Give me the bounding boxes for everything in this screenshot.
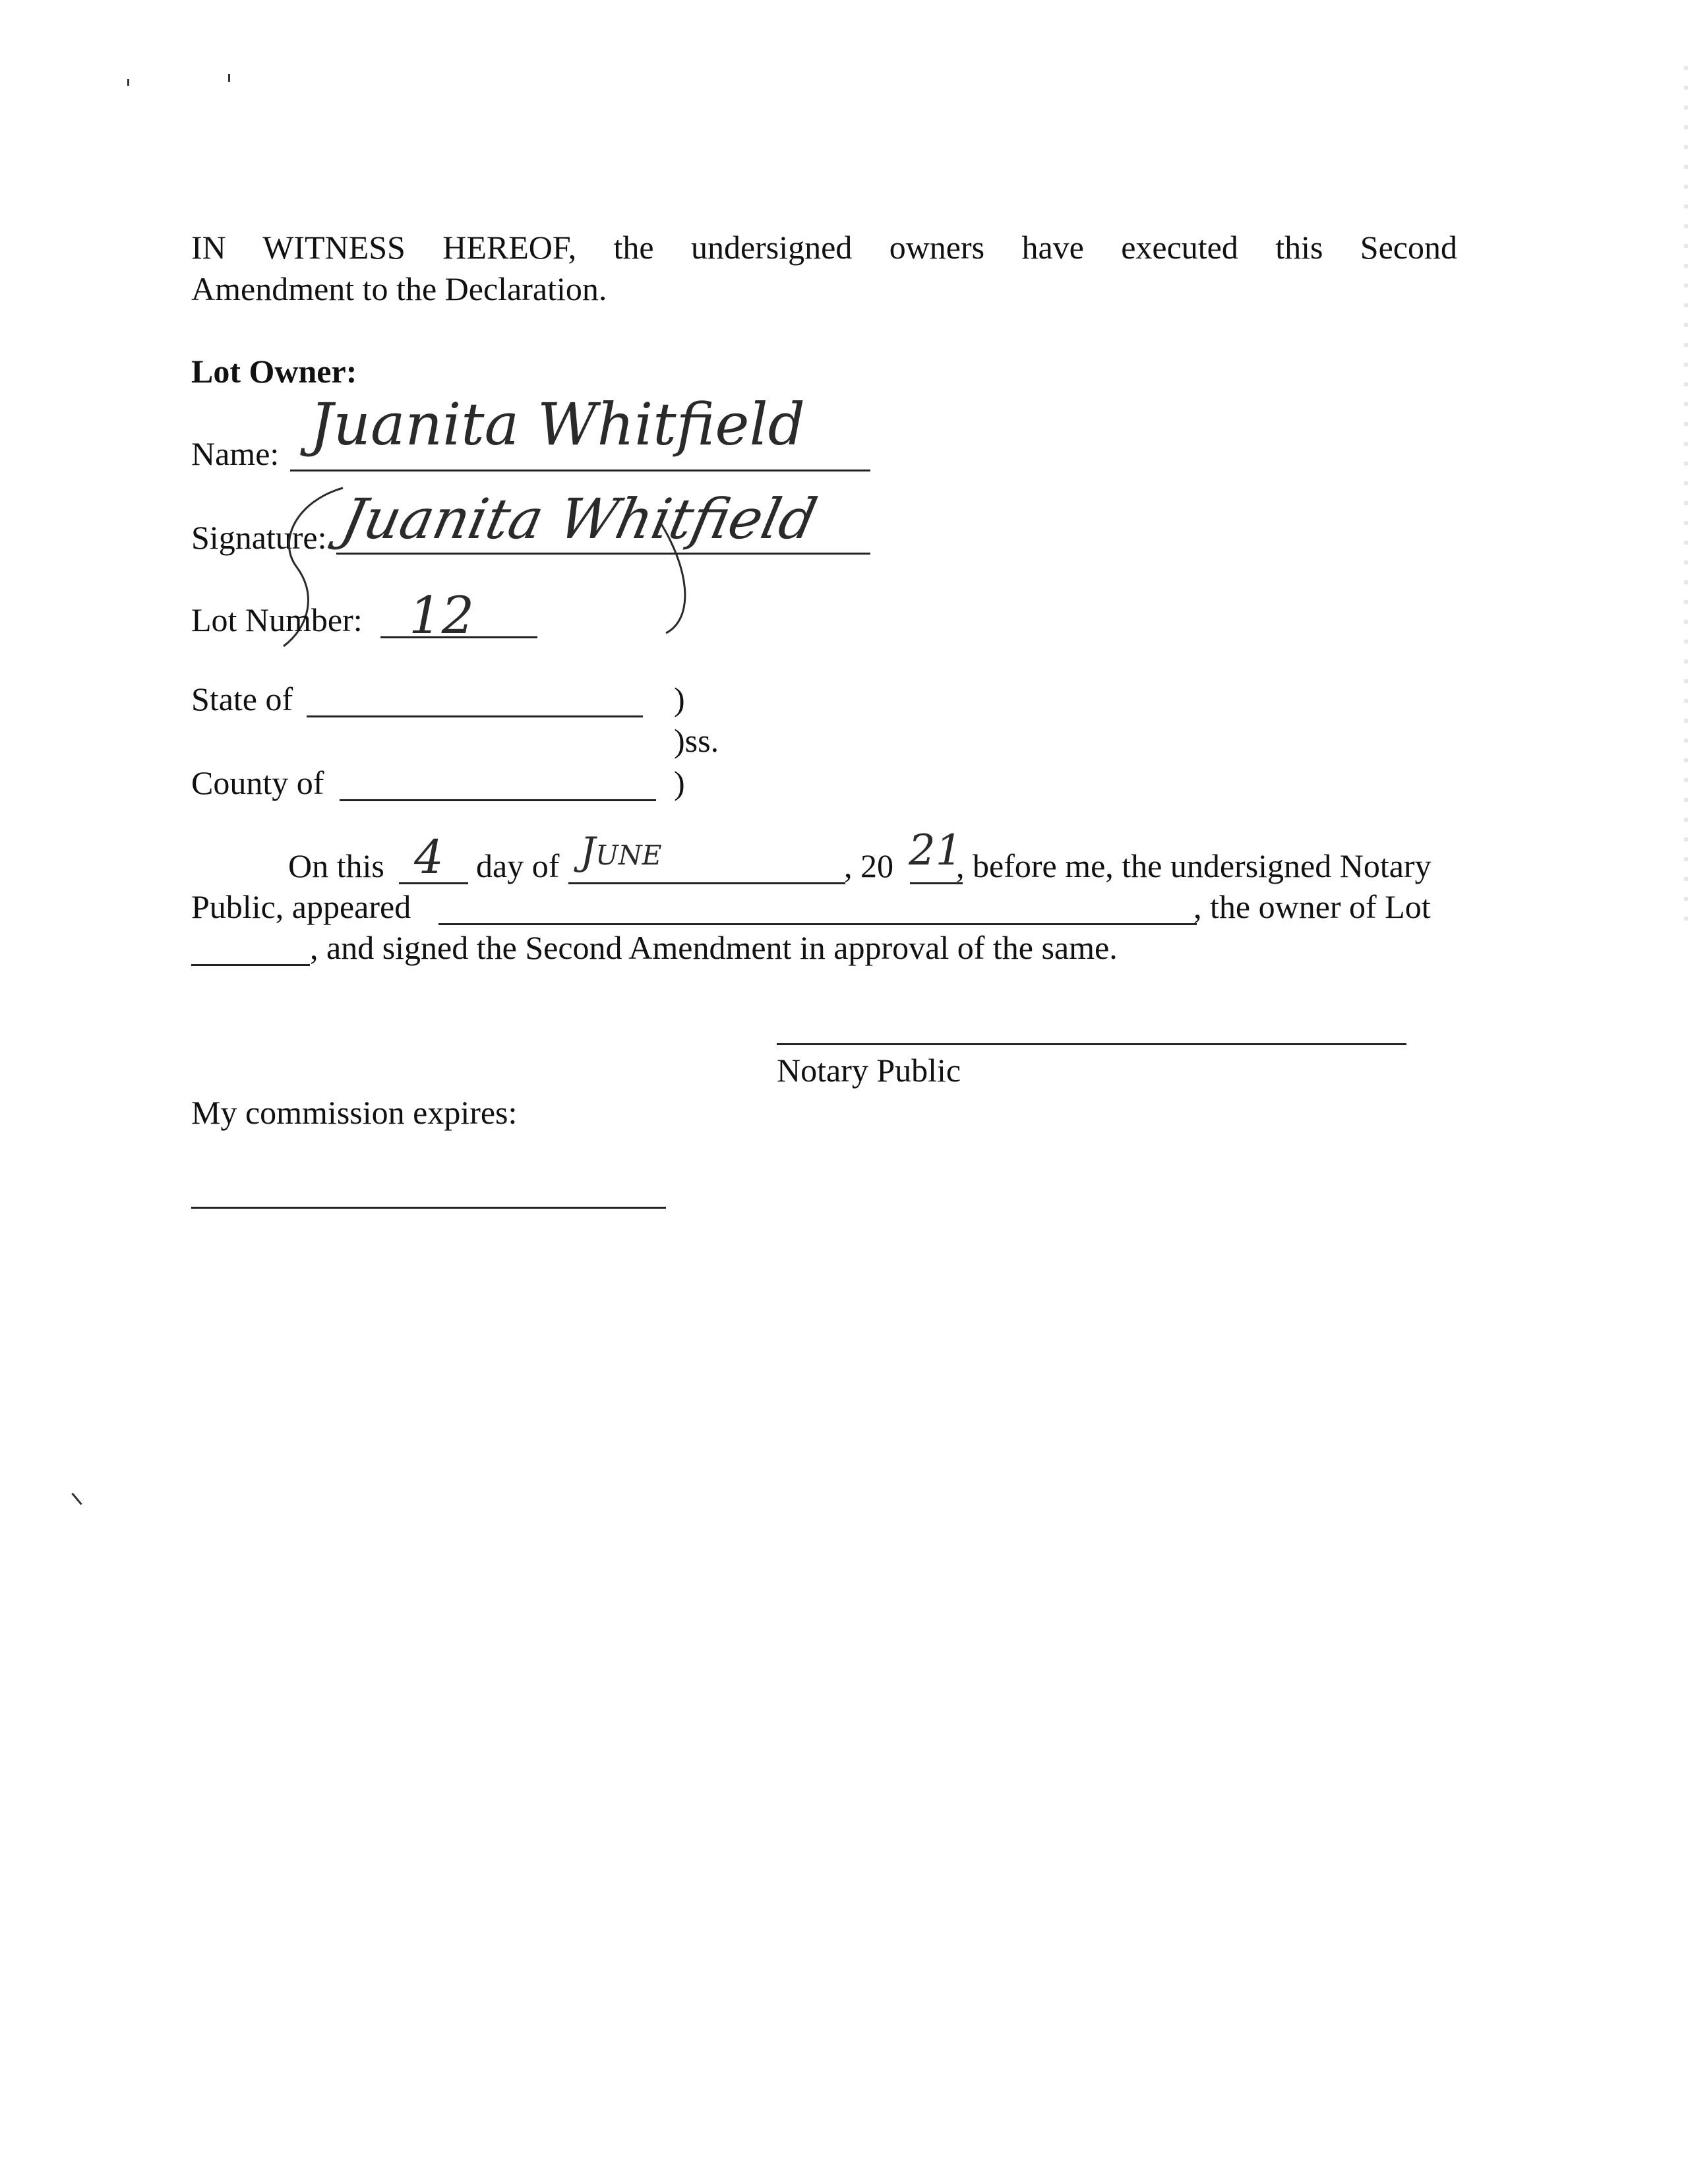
day-handwritten: 4	[414, 830, 444, 884]
state-label: State of	[191, 681, 293, 717]
signed-text: , and signed the Second Amendment in approval of the same.	[310, 929, 1118, 966]
on-this-text: On this	[288, 847, 384, 884]
venue-ss: )ss.	[674, 722, 719, 759]
before-me-text: , before me, the undersigned Notary	[956, 847, 1432, 884]
lot-owner-heading: Lot Owner:	[191, 353, 357, 390]
scan-speck	[127, 79, 129, 86]
owner-of-lot-text: , the owner of Lot	[1193, 888, 1431, 925]
public-appeared-text: Public, appeared	[191, 888, 411, 925]
signature-label: Signature:	[191, 519, 327, 556]
scan-speck	[71, 1493, 82, 1505]
commission-label: My commission expires:	[191, 1094, 518, 1131]
venue-paren-top: )	[674, 681, 685, 717]
name-label: Name:	[191, 435, 280, 472]
day-of-text: day of	[476, 847, 560, 884]
state-line	[307, 715, 643, 717]
appeared-line	[438, 923, 1197, 925]
notary-public-label: Notary Public	[777, 1052, 961, 1089]
month-handwritten: June	[580, 829, 662, 874]
witness-line-2: Amendment to the Declaration.	[191, 270, 607, 307]
witness-line-1: IN WITNESS HEREOF, the undersigned owners have executed this Second	[191, 229, 1457, 266]
notary-signature-line	[777, 1043, 1406, 1045]
lot-number-handwritten: 12	[409, 586, 475, 646]
lot-blank-line	[191, 964, 310, 966]
county-line	[340, 799, 656, 801]
commission-line	[191, 1207, 666, 1209]
name-line	[290, 470, 870, 471]
year-line	[910, 882, 963, 884]
scan-speck	[228, 74, 230, 82]
county-label: County of	[191, 764, 324, 801]
signature-handwritten: Juanita Whitfield	[336, 487, 823, 551]
month-line	[568, 882, 845, 884]
venue-paren-bottom: )	[674, 764, 685, 801]
name-handwritten: Juanita Whitfield	[310, 390, 805, 458]
scan-edge	[1684, 66, 1688, 923]
year-prefix: , 20	[844, 847, 893, 884]
year-handwritten: 21	[909, 826, 963, 875]
lot-number-label: Lot Number:	[191, 601, 363, 638]
